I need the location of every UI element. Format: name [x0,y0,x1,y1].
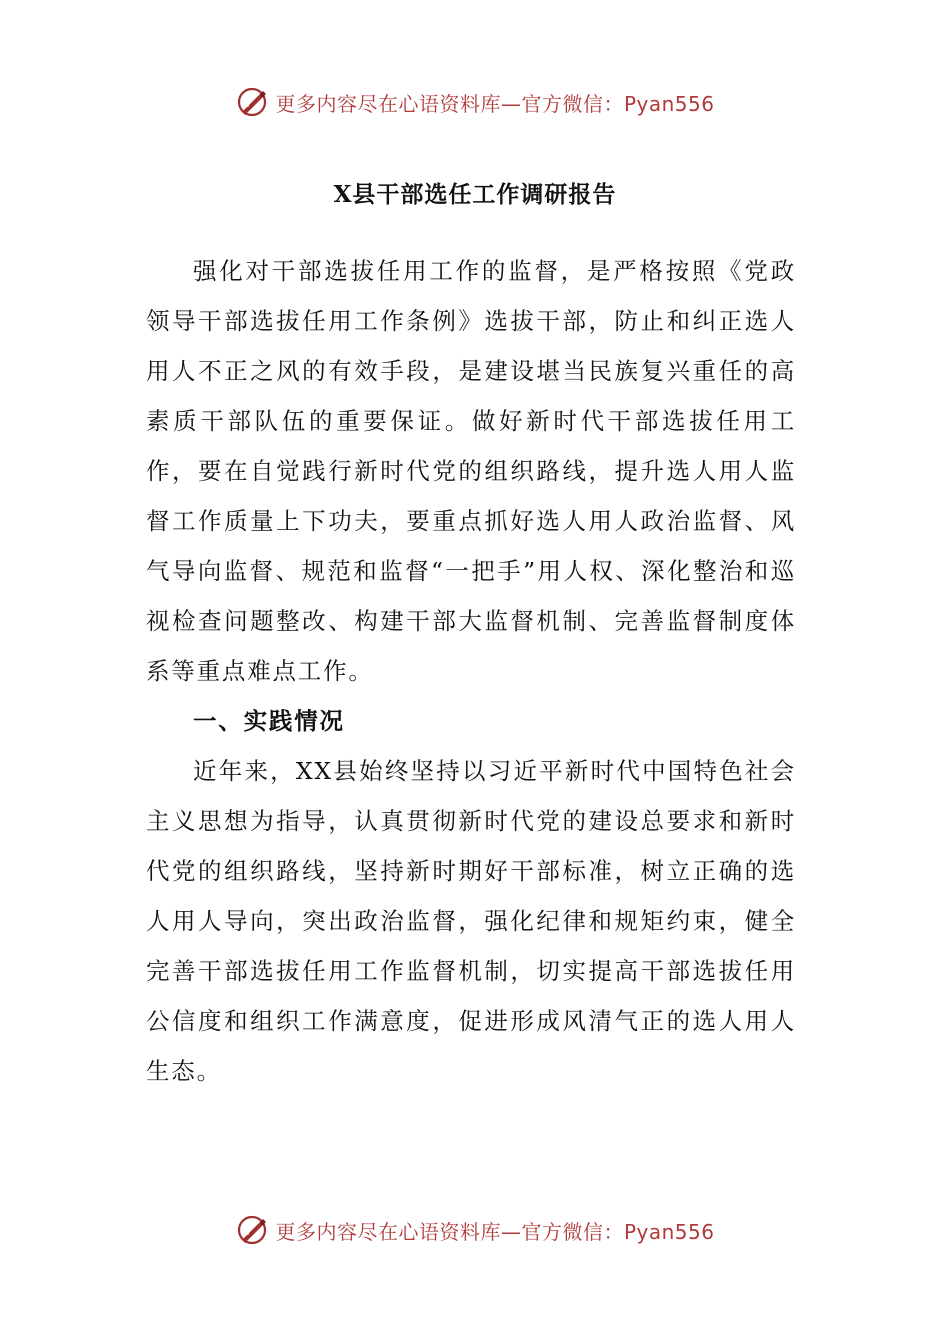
pen-logo-icon [235,1213,269,1247]
header-watermark-text: 更多内容尽在心语资料库—官方微信：Pyan556 [275,91,715,116]
practice-paragraph: 近年来，XX县始终坚持以习近平新时代中国特色社会主义思想为指导，认真贯彻新时代党的建设总要求和新时代党的组织路线，坚持新时期好干部标准，树立正确的选人用人导向，突出政治监督，强化纪律和规矩约束，健全完善干部选拔任用工作监督机制，切实提高干部选拔任用公信度和组织工作满意度，促进形成风清气正的选人用人生态。 [146,757,796,1085]
footer-watermark-text: 更多内容尽在心语资料库—官方微信：Pyan556 [275,1219,715,1244]
document-body [146,246,796,1096]
header-watermark-banner [0,82,950,122]
footer-watermark-banner [0,1210,950,1250]
section-heading-practice: 一、实践情况 [193,707,345,735]
intro-paragraph: 强化对干部选拔任用工作的监督，是严格按照《党政领导干部选拔任用工作条例》选拔干部，防止和纠正选人用人不正之风的有效手段，是建设堪当民族复兴重任的高素质干部队伍的重要保证。做好新时代干部选拔任用工作，要在自觉践行新时代党的组织路线，提升选人用人监督工作质量上下功夫，要重点抓好选人用人政治监督、风气导向监督、规范和监督“一把手”用人权、深化整治和巡视检查问题整改、构建干部大监督机制、完善监督制度体系等重点难点工作。 [146,257,796,685]
page-title: X县干部选任工作调研报告 [333,181,617,208]
pen-logo-icon [235,85,269,119]
